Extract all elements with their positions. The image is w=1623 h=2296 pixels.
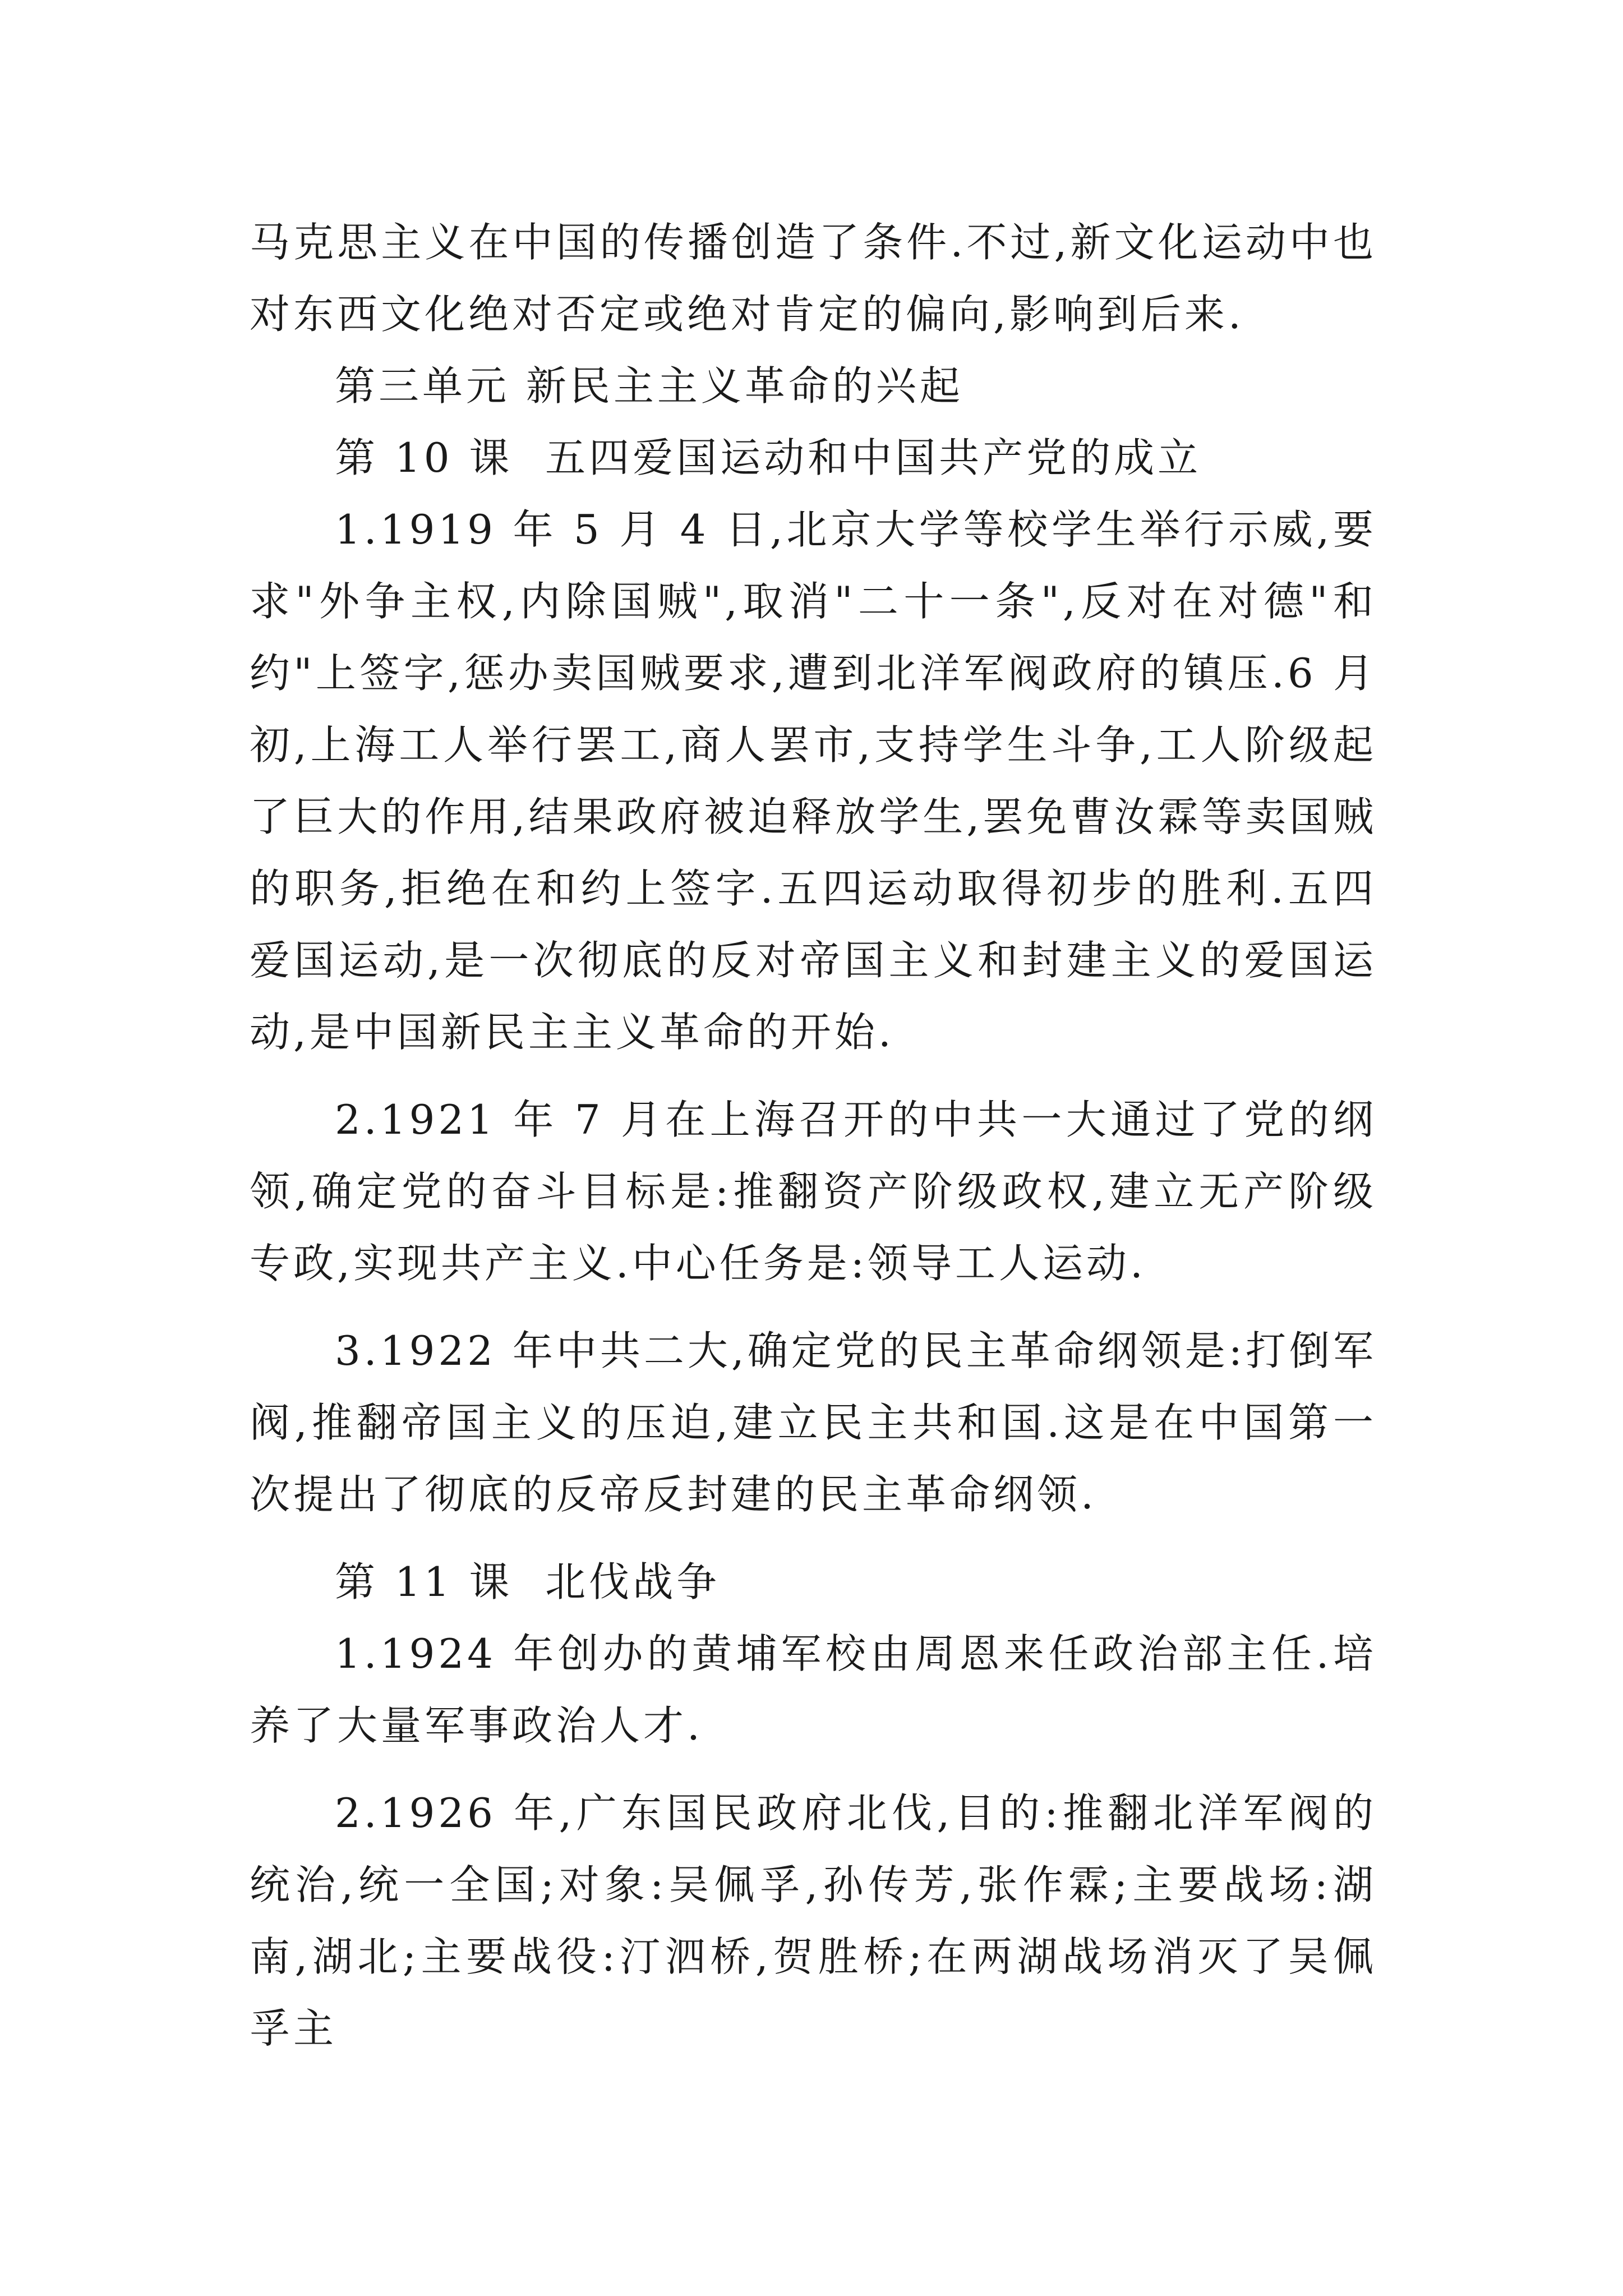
unit-heading: 第三单元 新民主主义革命的兴起 (335, 362, 963, 409)
lesson-heading-11: 第 11 课 北伐战争 (335, 1558, 721, 1605)
paragraph-item-3: 3.1922 年中共二大,确定党的民主革命纲领是:打倒军阀,推翻帝国主义的压迫,建立民主共和国.这是在中国第一次提出了彻底的反帝反封建的民主革命纲领. (250, 1327, 1377, 1518)
paragraph-item-5: 2.1926 年,广东国民政府北伐,目的:推翻北洋军阀的统治,统一全国;对象:吴佩孚,孙传芳,张作霖;主要战场:湖南,湖北;主要战役:汀泗桥,贺胜桥;在两湖战场消灭了吴佩孚主 (250, 1789, 1377, 2052)
paragraph-item-4: 1.1924 年创办的黄埔军校由周恩来任政治部主任.培养了大量军事政治人才. (250, 1630, 1377, 1749)
paragraph-item-1: 1.1919 年 5 月 4 日,北京大学等校学生举行示威,要求"外争主权,内除国贼",取消"二十一条",反对在对德"和约"上签字,惩办卖国贼要求,遭到北洋军阀政府的镇压.6 月初,上海工人举行罢工,商人罢市,支持学生斗争,工人阶级起了巨大的作用,结果政府被迫释放学生,罢免曹汝霖等卖国贼的职务,拒绝在和约上签字.五四运动取得初步的胜利.五四爱国运动,是一次彻底的反对帝国主义和封建主义的爱国运动,是中国新民主主义革命的开始. (250, 506, 1377, 1056)
document-body (250, 206, 1377, 2064)
paragraph-item-2: 2.1921 年 7 月在上海召开的中共一大通过了党的纲领,确定党的奋斗目标是:推翻资产阶级政权,建立无产阶级专政,实现共产主义.中心任务是:领导工人运动. (250, 1096, 1377, 1287)
paragraph-continuation: 马克思主义在中国的传播创造了条件.不过,新文化运动中也对东西文化绝对否定或绝对肯定的偏向,影响到后来. (250, 219, 1377, 338)
lesson-heading-10: 第 10 课 五四爱国运动和中国共产党的成立 (335, 434, 1202, 481)
